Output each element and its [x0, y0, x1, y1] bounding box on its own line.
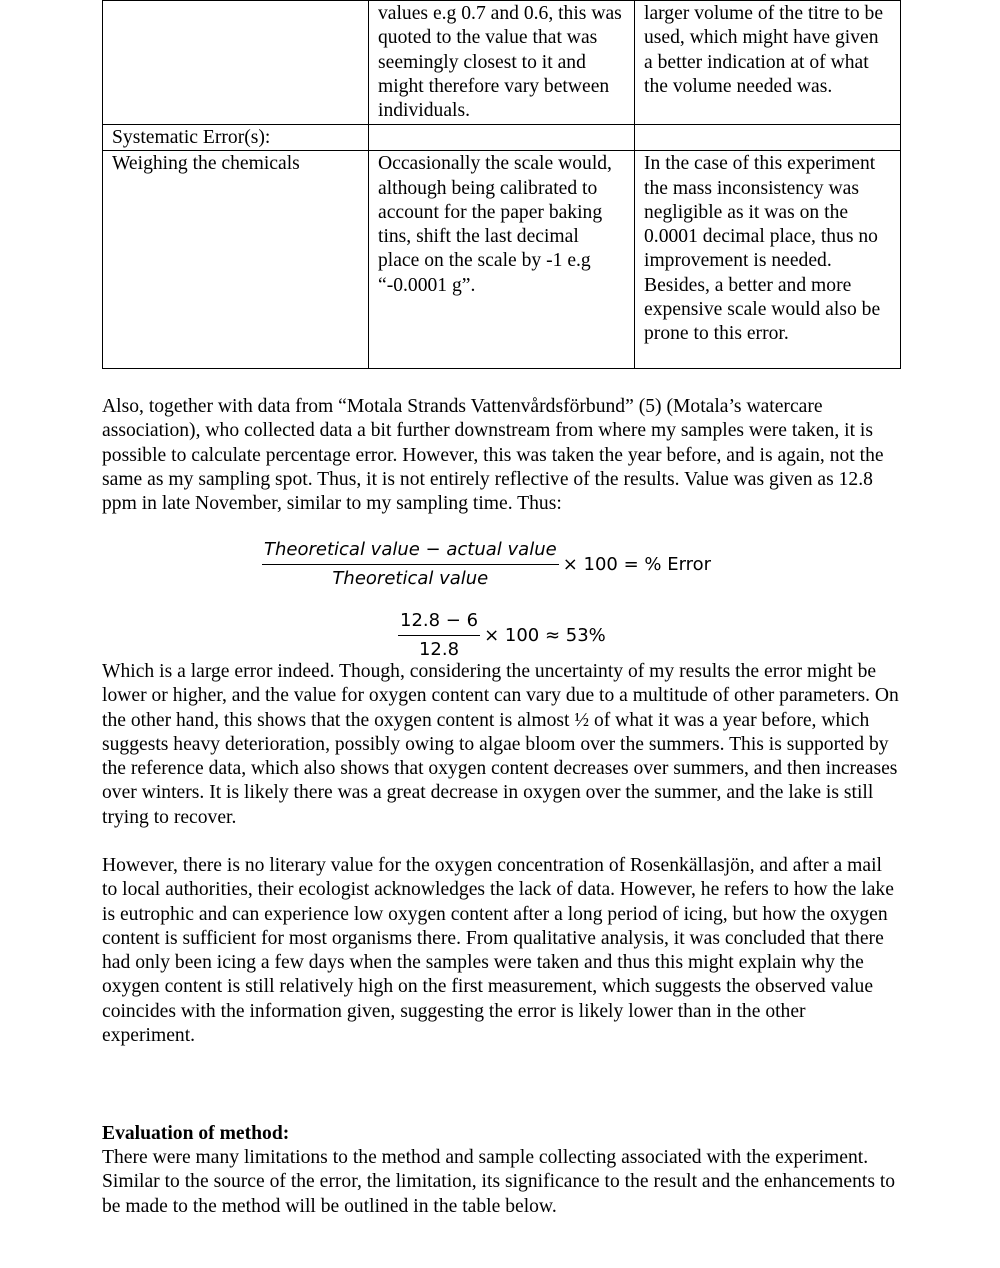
formula-rest: × 100 = % Error: [562, 553, 712, 575]
paragraph-error-discussion: Which is a large error indeed. Though, considering the uncertainty of my results the error might be lower or higher, and the value for oxygen content can vary due to a multitude of other parameters. On the other hand, this shows that the oxygen content is almost ½ of what it was a year before, which suggests heavy deterioration, possibly owing to algae bloom over the summers. This is supported by the reference data, which also shows that oxygen content decreases over summers, and then increases over winters. It is likely there was a great decrease in oxygen over the summer, and the lake is still trying to recover.: [102, 661, 899, 828]
table-row: [103, 151, 901, 369]
table-cell-improvement: larger volume of the titre to be used, which might have given a better indication at of what the volume needed was.: [635, 1, 901, 125]
error-analysis-table: [102, 0, 901, 369]
formula-numerator: Theoretical value − actual value: [262, 538, 559, 565]
table-cell-improvement: In the case of this experiment the mass inconsistency was negligible as it was on the 0.0001 decimal place, thus no improvement is needed. Besides, a better and more expensive scale would also be prone to this error.: [635, 151, 901, 369]
table-cell-source: [103, 1, 369, 125]
table-cell-improvement: [635, 125, 901, 151]
calc-denominator: 12.8: [418, 639, 460, 661]
table-cell-significance: Occasionally the scale would, although being calibrated to account for the paper baking tins, shift the last decimal place on the scale by -1 e.g “-0.0001 g”.: [369, 151, 635, 369]
table-row: [103, 125, 901, 151]
formula-denominator: Theoretical value: [332, 568, 489, 590]
percentage-error-calculation: [398, 609, 618, 661]
table-cell-source: Weighing the chemicals: [103, 151, 369, 369]
paragraph-literary-value: However, there is no literary value for the oxygen concentration of Rosenkällasjön, and after a mail to local authorities, their ecologist acknowledges the lack of data. However, he refers to how the lake is eutrophic and can experience low oxygen content after a long period of icing, but how the oxygen content is sufficient for most organisms there. From qualitative analysis, it was concluded that there had only been icing a few days when the samples were taken and thus this might explain why the oxygen content is still relatively high on the first measurement, which suggests the observed value coincides with the information given, suggesting the error is likely lower than in the other experiment.: [102, 855, 894, 1047]
paragraph-evaluation-intro: There were many limitations to the method and sample collecting associated with the experiment. Similar to the source of the error, the limitation, its significance to the result and the enhancements to be made to the method will be outlined in the table below.: [102, 1147, 896, 1217]
section-heading: Evaluation of method:: [102, 1123, 290, 1144]
calc-fraction: [398, 609, 480, 663]
paragraph-reference-data: Also, together with data from “Motala Strands Vattenvårdsförbund” (5) (Motala’s watercare association), who collected data a bit further downstream from where my samples were taken, it is possible to calculate percentage error. However, this was taken the year before, and is again, not the same as my sampling spot. Thus, it is not entirely reflective of the results. Value was given as 12.8 ppm in late November, similar to my sampling time. Thus:: [102, 396, 884, 515]
percentage-error-formula: [262, 538, 742, 590]
calc-numerator: 12.8 − 6: [398, 609, 480, 636]
table-cell-source: Systematic Error(s):: [103, 125, 369, 151]
formula-fraction: [262, 538, 559, 592]
document-page: [102, 0, 900, 1217]
table-cell-significance: values e.g 0.7 and 0.6, this was quoted to the value that was seemingly closest to it and might therefore vary between individuals.: [369, 1, 635, 125]
table-row: [103, 1, 901, 125]
calc-rest: × 100 ≈ 53%: [484, 624, 606, 646]
table-cell-significance: [369, 125, 635, 151]
